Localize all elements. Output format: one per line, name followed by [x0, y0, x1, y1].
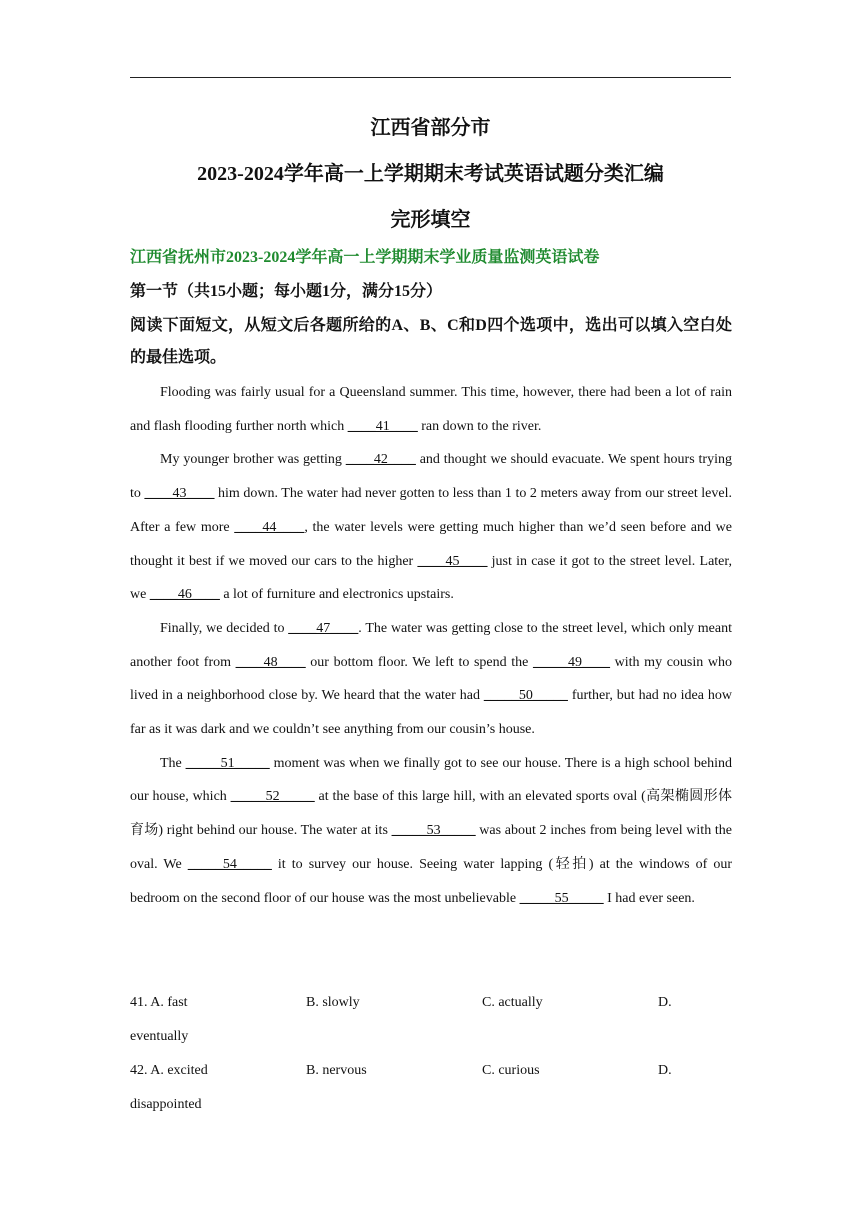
passage-paragraph-2	[130, 443, 732, 612]
passage-text: it to survey our house. Seeing water lapping (轻拍) at the windows of our bedroom on the second floor of our house was the most unbelievable	[130, 856, 732, 906]
option-d-label: D.	[658, 995, 672, 1010]
passage-text: our bottom floor. We left to spend the	[305, 654, 534, 670]
passage-paragraph-3	[130, 612, 732, 747]
passage-text: and thought we should evacuate. We spent hours trying to	[130, 452, 732, 502]
passage-text: ran down to the river.	[417, 418, 542, 434]
option-b: B. nervous	[306, 1063, 367, 1078]
passage-text: further, but had no idea how far as it was dark and we couldn’t see anything from our cousin’s house.	[130, 688, 733, 738]
title-block	[130, 110, 731, 238]
blank-49: _____49____	[533, 654, 611, 670]
blank-55: _____55_____	[519, 890, 604, 906]
option-a: 42. A. excited	[130, 1063, 208, 1078]
passage-text: was about 2 inches from being level with the oval. We	[130, 823, 732, 872]
passage-text: moment was when we finally got to see our house. There is a high school behind our house, which	[130, 755, 732, 805]
question-42	[130, 1054, 732, 1122]
title-region: 江西省部分市	[370, 117, 491, 139]
option-d-word: eventually	[130, 1029, 189, 1044]
blank-47: ____47____	[288, 620, 359, 636]
passage-text: , the water levels were getting much higher than we’d seen before and we thought it best if we moved our cars to the higher	[130, 519, 732, 569]
passage-text: Flooding was fairly usual for a Queensland summer. This time, however, there had been a lot of rain and flash flooding further north which	[130, 385, 732, 434]
passage-text: The	[160, 755, 186, 771]
passage-text: Finally, we decided to	[160, 620, 289, 636]
option-a: 41. A. fast	[130, 995, 188, 1010]
blank-41: ____41____	[347, 418, 418, 434]
blank-45: ____45____	[417, 553, 488, 569]
section-heading: 第一节（共15小题；每小题1分，满分15分）	[130, 283, 443, 300]
passage-text: at the base of this large hill, with an elevated sports oval (高架椭圆形体育场) right behind our house. The water at its	[130, 789, 732, 839]
blank-54: _____54_____	[187, 856, 272, 872]
blank-44: ____44____	[234, 519, 305, 535]
blank-43: ____43____	[144, 486, 215, 502]
passage-text: with my cousin who lived in a neighborhood close by. We heard that the water had	[130, 654, 732, 704]
title-exam: 2023-2024学年高一上学期期末考试英语试题分类汇编	[197, 163, 664, 185]
passage-text: My younger brother was getting	[160, 452, 346, 468]
option-d-word: disappointed	[130, 1097, 202, 1112]
blank-50: _____50_____	[483, 688, 568, 704]
passage-paragraph-1	[130, 376, 732, 443]
instruction-text: 阅读下面短文，从短文后各题所给的A、B、C和D四个选项中，选出可以填入空白处的最佳选项。	[130, 317, 732, 366]
blank-42: ____42____	[345, 452, 416, 468]
passage-text: him down. The water had never gotten to less than 1 to 2 meters away from our street level. After a few more	[130, 486, 732, 535]
blank-53: _____53_____	[391, 823, 476, 839]
blank-51: _____51_____	[185, 755, 270, 771]
title-section-type: 完形填空	[390, 209, 471, 231]
source-heading: 江西省抚州市2023-2024学年高一上学期期末学业质量监测英语试卷	[130, 249, 600, 266]
header-rule	[130, 77, 731, 78]
option-c: C. curious	[482, 1063, 540, 1078]
option-b: B. slowly	[306, 995, 360, 1010]
passage-paragraph-4	[130, 747, 732, 916]
option-d-label: D.	[658, 1063, 672, 1078]
passage-text: just in case it got to the street level. Later, we	[130, 553, 732, 603]
passage-text: . The water was getting close to the street level, which only meant another foot from	[130, 620, 732, 670]
passage-text: I had ever seen.	[603, 890, 695, 906]
answer-options	[130, 986, 732, 1122]
passage-text: a lot of furniture and electronics upstairs.	[219, 587, 454, 603]
option-c: C. actually	[482, 995, 543, 1010]
cloze-passage	[130, 376, 732, 915]
blank-48: ____48____	[235, 654, 306, 670]
blank-52: _____52_____	[230, 789, 315, 805]
question-41	[130, 986, 732, 1054]
blank-46: ____46____	[149, 587, 220, 603]
